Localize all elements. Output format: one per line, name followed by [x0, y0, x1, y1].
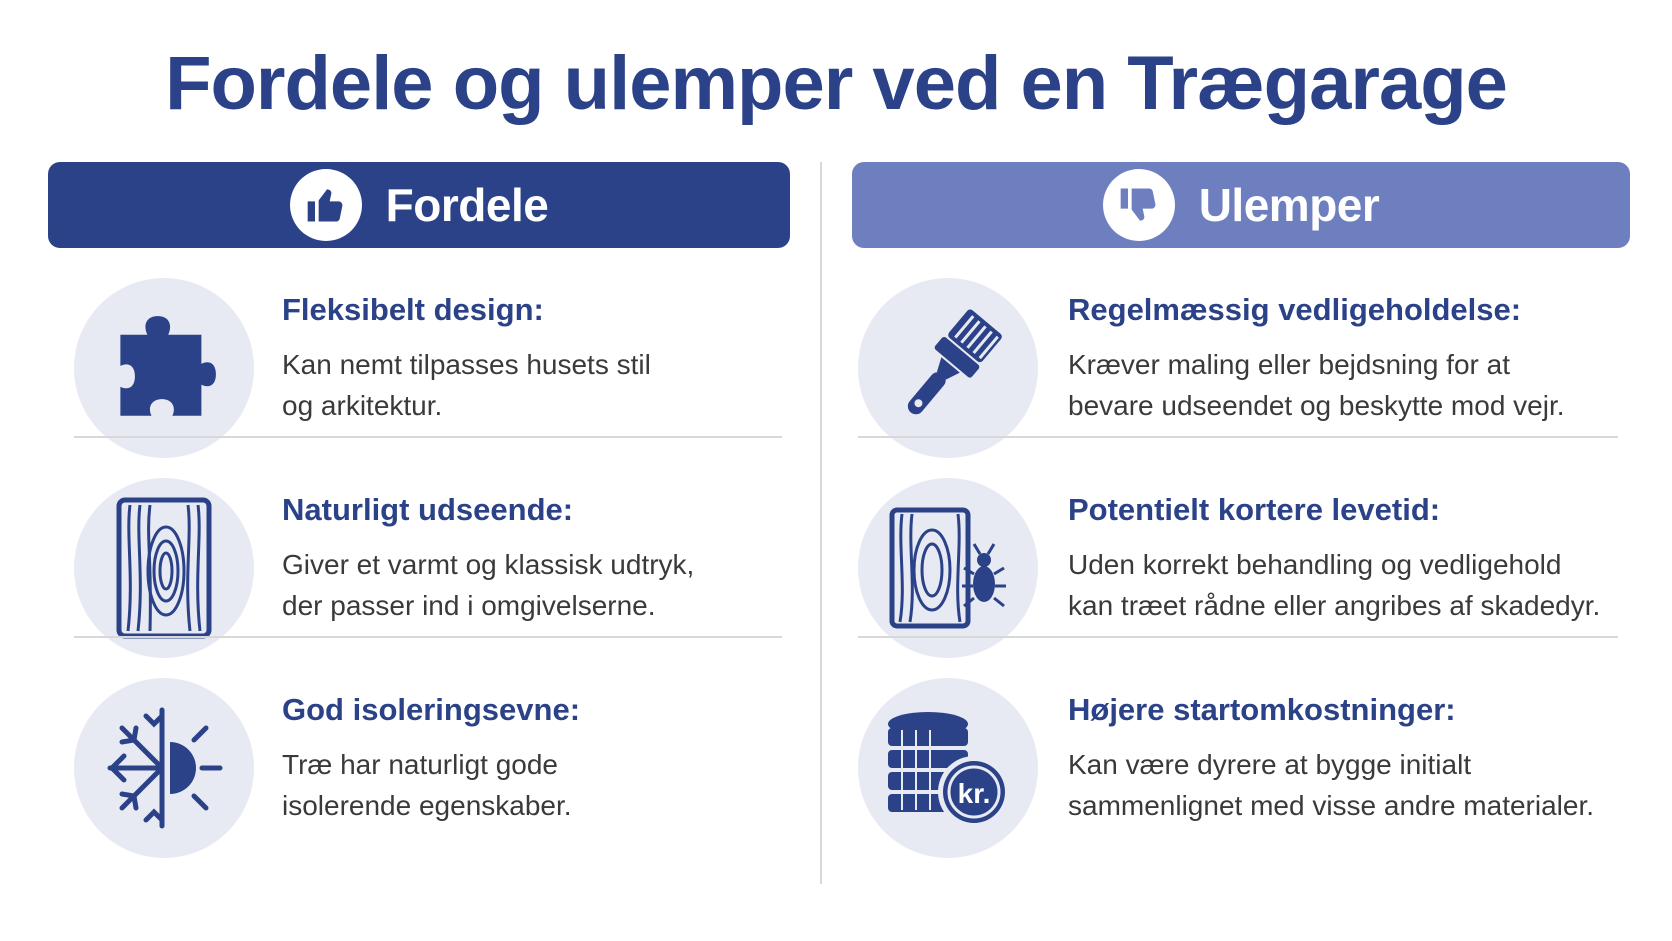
thumbs-up-icon: [290, 169, 362, 241]
item-heading: Fleksibelt design:: [282, 292, 544, 327]
snowflake-sun-icon: [74, 678, 254, 858]
list-item: [48, 462, 790, 676]
paintbrush-icon: [858, 278, 1038, 458]
wood-bug-icon: [858, 478, 1038, 658]
thumbs-down-icon: [1103, 169, 1175, 241]
pros-banner: [48, 162, 790, 248]
vertical-divider: [820, 162, 822, 884]
row-divider: [74, 636, 782, 638]
coin-label: kr.: [957, 778, 991, 809]
list-item: [852, 462, 1630, 676]
item-heading: Potentielt kortere levetid:: [1068, 492, 1441, 527]
list-item: [852, 262, 1630, 476]
item-description: Giver et varmt og klassisk udtryk, der passer ind i omgivelserne.: [282, 549, 695, 621]
pros-label: Fordele: [385, 179, 549, 231]
cons-column: [852, 162, 1630, 821]
item-description: Træ har naturligt gode isolerende egenskaber.: [282, 749, 572, 821]
item-heading: God isoleringsevne:: [282, 692, 581, 727]
row-divider: [74, 436, 782, 438]
coins-icon: [858, 678, 1038, 858]
cons-banner: [852, 162, 1630, 248]
pros-column: [48, 162, 790, 821]
puzzle-piece-icon: [74, 278, 254, 458]
cons-label: Ulemper: [1198, 179, 1380, 231]
item-heading: Højere startomkostninger:: [1068, 692, 1456, 727]
row-divider: [858, 436, 1618, 438]
item-description: Uden korrekt behandling og vedligehold kan træet rådne eller angribes af skadedyr.: [1068, 549, 1601, 621]
item-description: Kræver maling eller bejdsning for at bevare udseendet og beskytte mod vejr.: [1068, 349, 1565, 421]
list-item: [48, 262, 790, 476]
item-description: Kan nemt tilpasses husets stil og arkitektur.: [282, 349, 651, 421]
list-item: [852, 662, 1630, 876]
wood-grain-icon: [74, 478, 254, 658]
item-heading: Naturligt udseende:: [282, 492, 574, 527]
page-title: Fordele og ulemper ved en Trægarage: [165, 41, 1507, 126]
list-item: [48, 662, 790, 876]
row-divider: [858, 636, 1618, 638]
item-description: Kan være dyrere at bygge initialt sammenlignet med visse andre materialer.: [1068, 749, 1595, 821]
item-heading: Regelmæssig vedligeholdelse:: [1068, 292, 1522, 327]
